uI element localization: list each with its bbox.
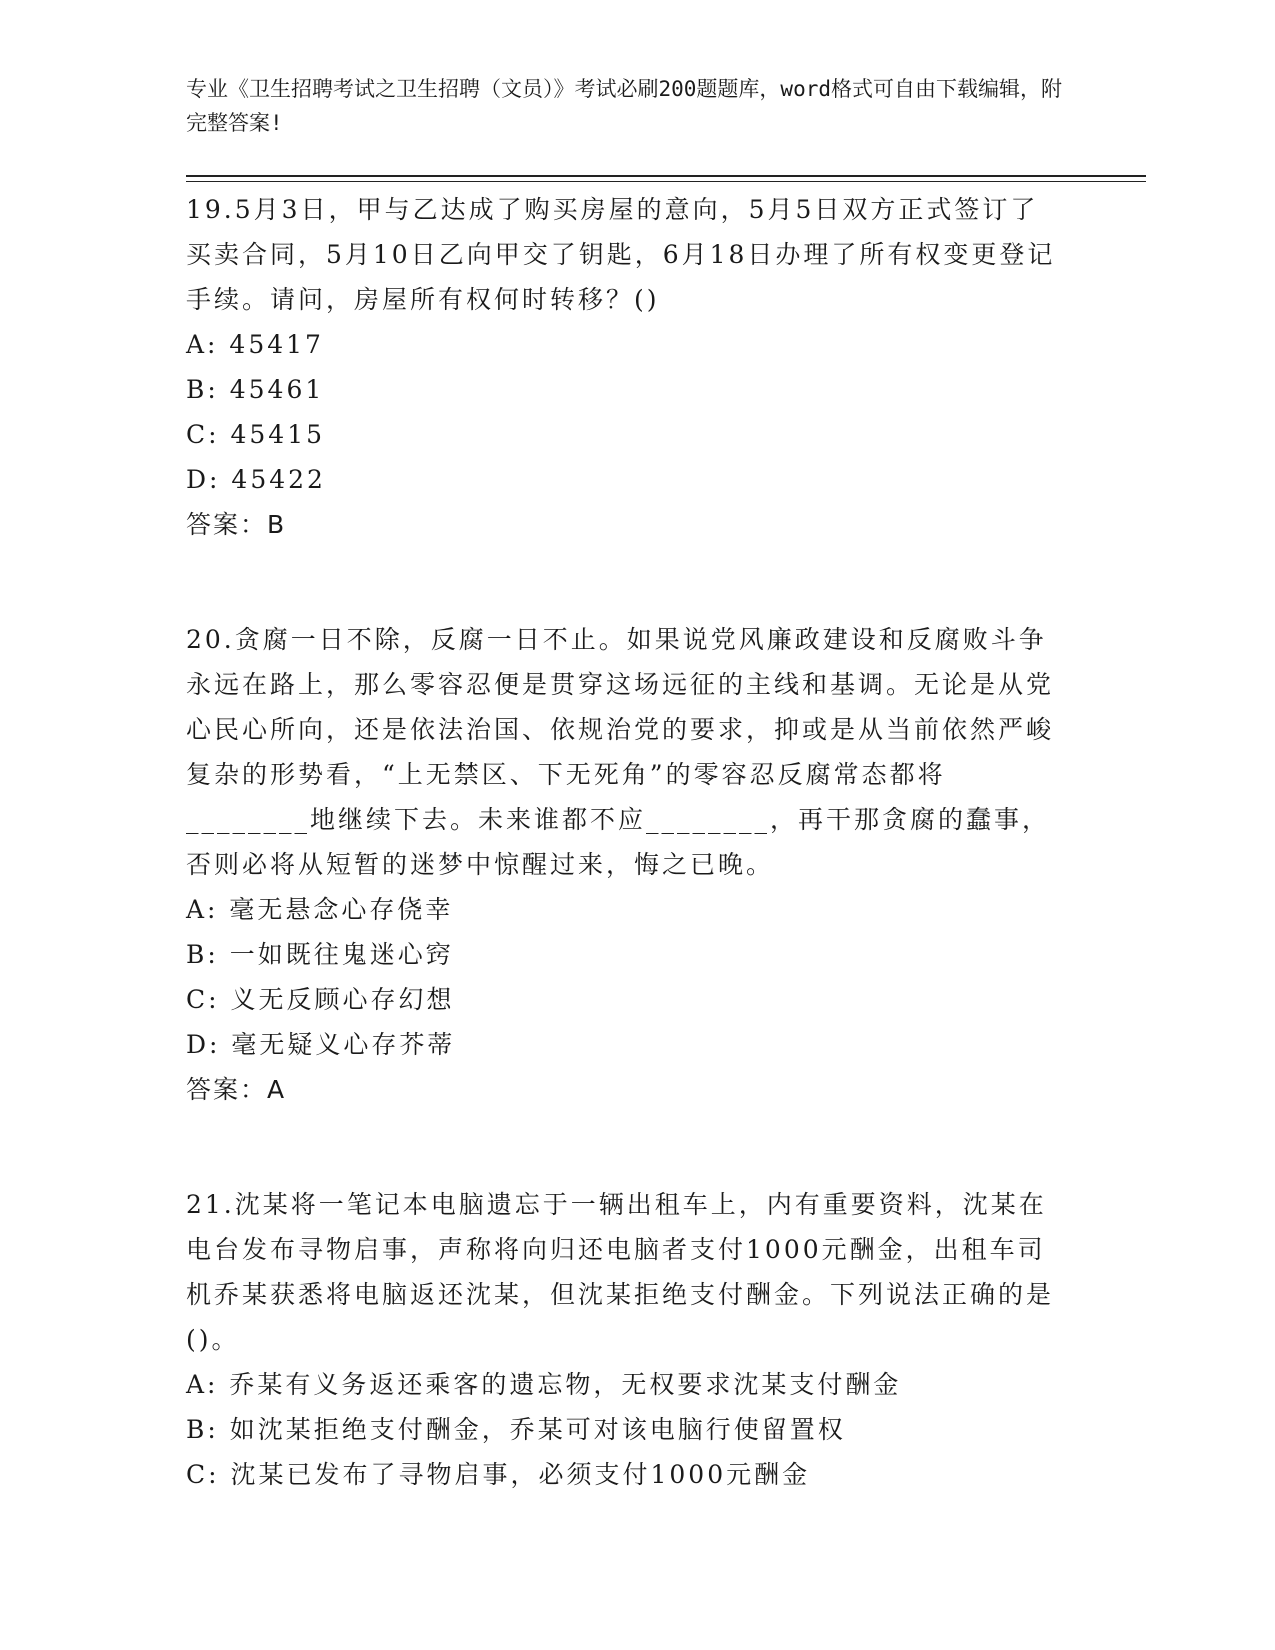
option-d: D: 毫无疑义心存芥蒂 [186, 1030, 456, 1059]
question-stem: 20.贪腐一日不除，反腐一日不止。如果说党风廉政建设和反腐败斗争永远在路上，那么零容忍便是贯穿这场远征的主线和基调。无论是从党心民心所向，还是依法治国、依规治党的要求，抑或是从当前依然严峻复杂的形势看，“上无禁区、下无死角”的零容忍反腐常态都将________地继续下去。未来谁都不应________，再干那贪腐的蠢事，否则必将从短暂的迷梦中惊醒过来，悔之已晚。 [186, 625, 1055, 879]
question-stem: 19.5月3日，甲与乙达成了购买房屋的意向，5月5日双方正式签订了买卖合同，5月10日乙向甲交了钥匙，6月18日办理了所有权变更登记手续。请问，房屋所有权何时转移？() [186, 195, 1056, 314]
option-b: B: 如沈某拒绝支付酬金，乔某可对该电脑行使留置权 [186, 1415, 846, 1444]
option-c: C: 45415 [186, 420, 326, 449]
question-list [186, 187, 1066, 1497]
option-c: C: 义无反顾心存幻想 [186, 985, 455, 1014]
option-d: D: 45422 [186, 465, 326, 494]
question-19 [186, 187, 1066, 547]
question-stem: 21.沈某将一笔记本电脑遗忘于一辆出租车上，内有重要资料，沈某在电台发布寻物启事，声称将向归还电脑者支付1000元酬金，出租车司机乔某获悉将电脑返还沈某，但沈某拒绝支付酬金。下列说法正确的是()。 [186, 1190, 1055, 1354]
answer-line: 答案：B [186, 510, 287, 539]
option-a: A: 45417 [186, 330, 324, 359]
answer-line: 答案：A [186, 1075, 287, 1104]
question-21 [186, 1182, 1066, 1497]
document-header: 专业《卫生招聘考试之卫生招聘（文员）》考试必刷200题题库，word格式可自由下载编辑，附完整答案! [186, 77, 1062, 135]
option-b: B: 45461 [186, 375, 325, 404]
option-c: C: 沈某已发布了寻物启事，必须支付1000元酬金 [186, 1460, 811, 1489]
header-divider-thin [186, 181, 1146, 182]
option-b: B: 一如既往鬼迷心窍 [186, 940, 454, 969]
header-divider-thick [186, 175, 1146, 177]
question-20 [186, 617, 1066, 1112]
option-a: A: 乔某有义务返还乘客的遗忘物，无权要求沈某支付酬金 [186, 1370, 902, 1399]
option-a: A: 毫无悬念心存侥幸 [186, 895, 454, 924]
